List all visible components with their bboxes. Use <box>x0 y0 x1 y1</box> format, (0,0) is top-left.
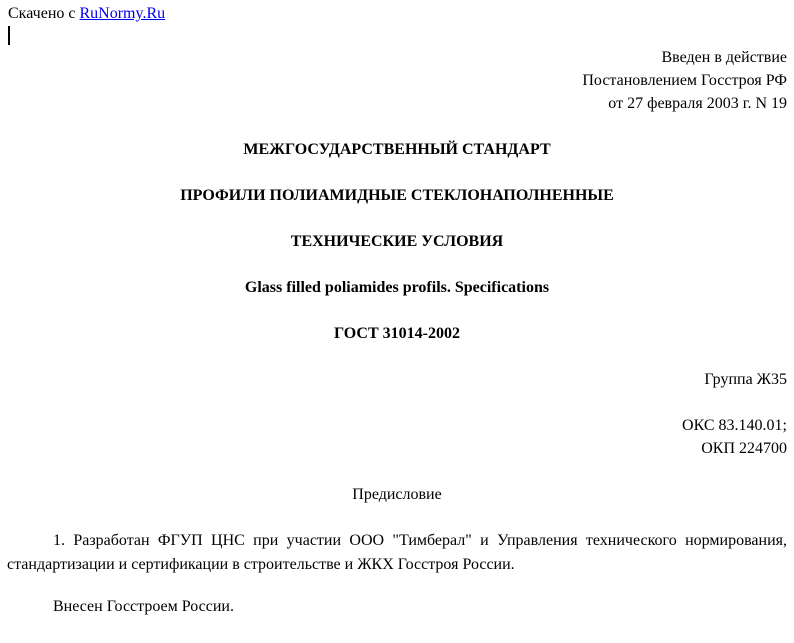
runormy-link[interactable]: RuNormy.Ru <box>79 5 166 22</box>
text-cursor <box>8 26 10 45</box>
group-code: Группа Ж35 <box>704 371 787 388</box>
download-source-line <box>8 4 165 24</box>
intro-line-1: Введен в действие <box>661 49 787 66</box>
intro-line-3: от 27 февраля 2003 г. N 19 <box>608 95 787 112</box>
intro-line-2: Постановлением Госстроя РФ <box>582 72 787 89</box>
standard-type-heading: МЕЖГОСУДАРСТВЕННЫЙ СТАНДАРТ <box>243 141 551 158</box>
foreword-item-1: 1. Разработан ФГУП ЦНС при участии ООО "Тимберал" и Управления технического нормирования, стандартизации и сертификации в строительстве и ЖКХ Госстроя России. <box>7 532 787 573</box>
foreword-heading: Предисловие <box>352 486 442 503</box>
gost-code-heading: ГОСТ 31014-2002 <box>334 325 460 342</box>
english-title-heading: Glass filled poliamides profils. Specifications <box>244 279 550 296</box>
oks-code: ОКС 83.140.01; <box>682 417 787 434</box>
standard-subtitle-heading: ТЕХНИЧЕСКИЕ УСЛОВИЯ <box>290 233 504 250</box>
okp-code: ОКП 224700 <box>701 440 787 457</box>
download-source-prefix: Скачено с <box>8 5 80 22</box>
introduced-by-line: Внесен Госстроем России. <box>53 598 234 615</box>
standard-name-heading: ПРОФИЛИ ПОЛИАМИДНЫЕ СТЕКЛОНАПОЛНЕННЫЕ <box>180 187 614 204</box>
